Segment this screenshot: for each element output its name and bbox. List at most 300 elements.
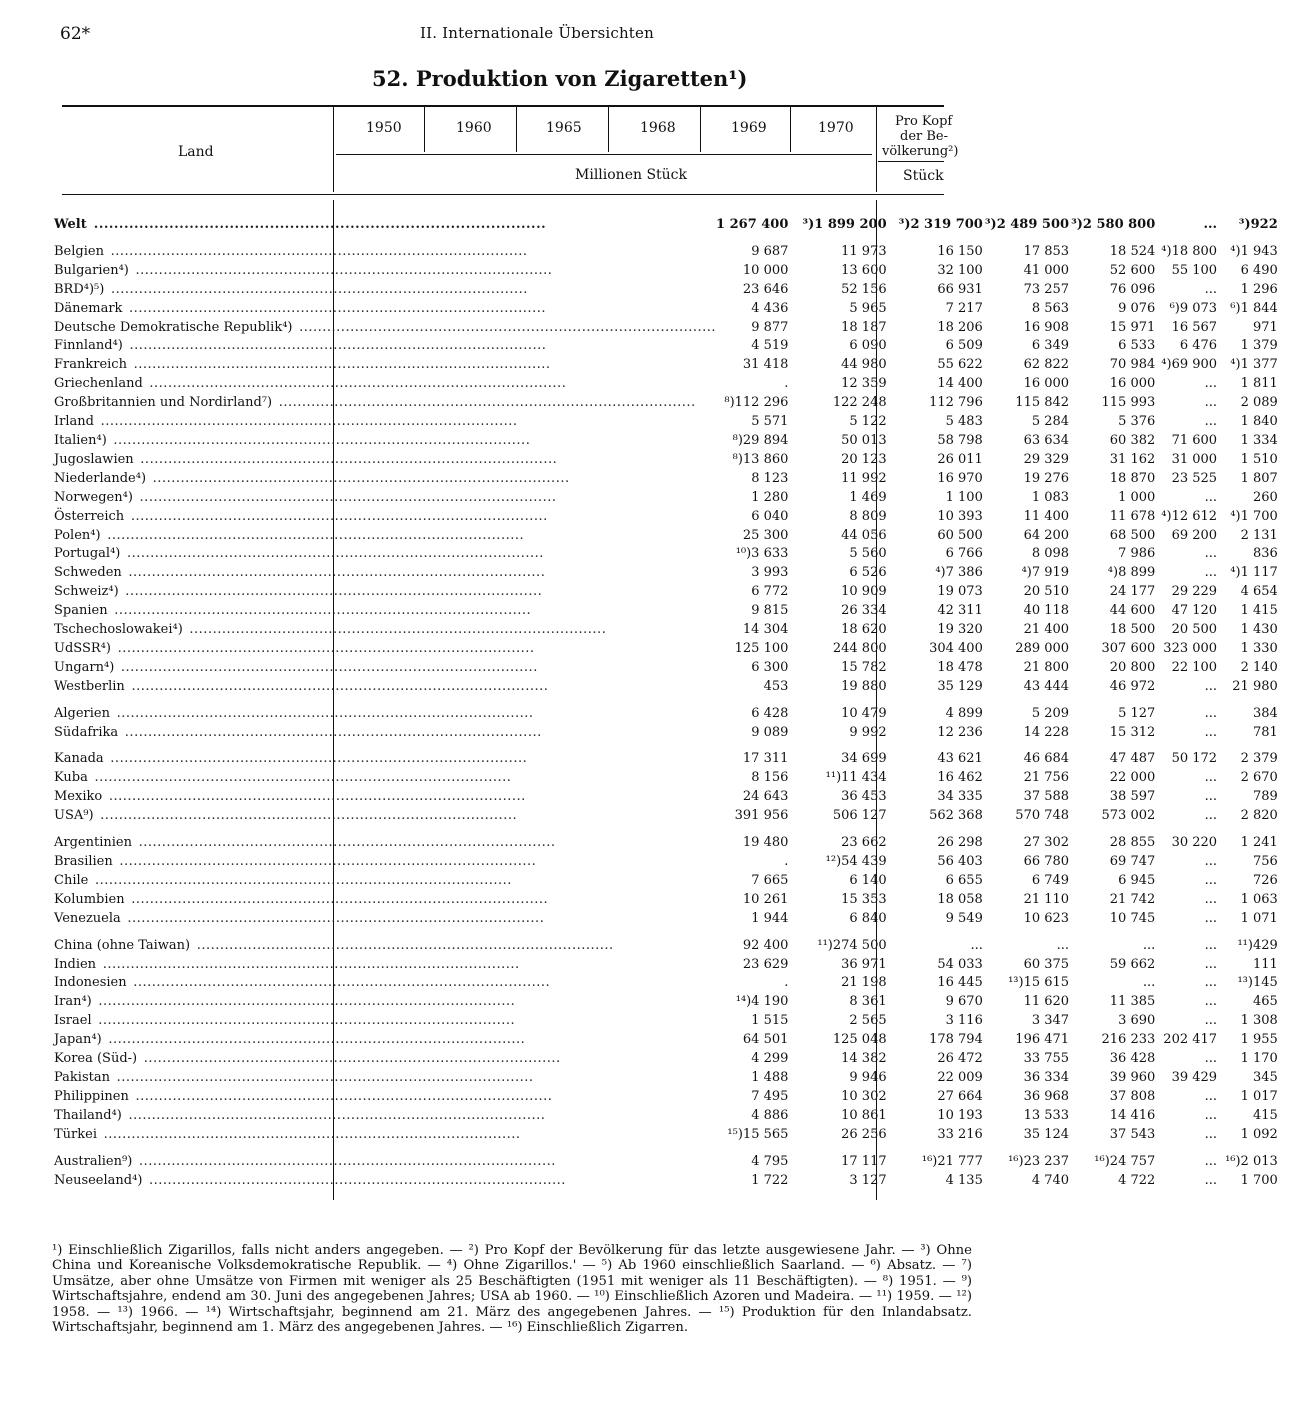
value-cell: 1 017	[1240, 1088, 1278, 1104]
value-cell: 11 992	[841, 470, 887, 486]
country-cell	[54, 508, 716, 527]
value-cell: 6 840	[849, 910, 887, 926]
value-cell: 202 417	[1163, 1032, 1218, 1048]
value-cell: 35 124	[1023, 1126, 1070, 1142]
value-cell: ...	[1204, 1088, 1218, 1104]
value-cell: ⁴)1 377	[1230, 357, 1278, 373]
leader-dots: ..........................................................................................	[102, 527, 525, 543]
value-cell: 11 678	[1109, 508, 1156, 524]
value-cell: ⁴)8 899	[1107, 565, 1156, 581]
value-cell: ...	[1204, 891, 1218, 907]
value-cell: 21 110	[1023, 891, 1070, 907]
country-name: Kolumbien	[54, 891, 125, 907]
value-cell: ¹⁶)24 757	[1094, 1153, 1156, 1169]
value-cell: 2 379	[1240, 751, 1278, 767]
value-cell: 307 600	[1101, 640, 1156, 656]
value-cell: 31 162	[1109, 451, 1156, 467]
value-cell: 59 662	[1109, 956, 1156, 972]
table-row	[54, 432, 1290, 451]
value-cell: 26 011	[937, 451, 983, 467]
country-cell	[54, 470, 716, 489]
value-cell: 781	[1252, 724, 1278, 740]
leader-dots: ..........................................................................................	[124, 300, 546, 316]
value-cell: 6 945	[1118, 872, 1156, 888]
value-cell: 1 000	[1118, 489, 1156, 505]
country-cell	[54, 300, 716, 319]
country-name: BRD⁴)⁵)	[54, 281, 105, 297]
value-cell: ³)2 489 500	[984, 217, 1070, 232]
country-cell	[54, 602, 716, 621]
table-row	[54, 527, 1290, 546]
value-cell: 345	[1252, 1069, 1278, 1085]
country-cell	[54, 451, 716, 470]
value-cell: 6 490	[1240, 262, 1278, 278]
table-row	[54, 1088, 1290, 1107]
country-name: Japan⁴)	[54, 1032, 102, 1048]
leader-dots: ..........................................................................................	[144, 376, 567, 392]
value-cell: 115 993	[1101, 395, 1156, 411]
country-name: Bulgarien⁴)	[54, 262, 129, 278]
value-cell: 6 655	[945, 872, 983, 888]
table-row	[54, 451, 1290, 470]
leader-dots: ..........................................................................................	[95, 808, 518, 824]
table-row	[54, 891, 1290, 910]
value-cell: 260	[1252, 489, 1278, 505]
value-cell: 8 361	[849, 994, 887, 1010]
leader-dots: ..........................................................................................	[126, 508, 548, 524]
value-cell: ...	[1204, 975, 1218, 991]
value-cell: 1 100	[945, 489, 983, 505]
value-cell: 6 349	[1031, 338, 1070, 354]
country-cell	[54, 413, 716, 432]
header-bottom-rule	[62, 194, 944, 195]
running-title: II. Internationale Übersichten	[420, 24, 654, 42]
value-cell: 1 722	[751, 1172, 789, 1188]
table-row	[54, 602, 1290, 621]
table-row	[54, 564, 1290, 583]
value-cell: ⁴)7 386	[935, 565, 983, 581]
value-cell: 1 700	[1240, 1172, 1278, 1188]
value-cell: 11 973	[841, 243, 887, 259]
country-cell	[54, 640, 716, 659]
value-cell: 33 755	[1023, 1051, 1070, 1067]
leader-dots: ..........................................................................................	[128, 357, 551, 373]
value-cell: 26 334	[841, 603, 887, 619]
value-cell: 18 187	[841, 319, 887, 335]
table-row	[54, 489, 1290, 508]
value-cell: 112 796	[929, 395, 983, 411]
value-cell: 23 525	[1171, 470, 1218, 486]
value-cell: 9 946	[849, 1069, 887, 1085]
group-gap	[54, 929, 1290, 937]
value-cell: 18 206	[937, 319, 983, 335]
value-cell: 29 329	[1023, 451, 1070, 467]
value-cell: ⁴)7 919	[1021, 565, 1070, 581]
country-name: Argentinien	[54, 835, 132, 851]
value-cell: 64 200	[1023, 527, 1070, 543]
leader-dots: ..........................................................................................	[192, 937, 614, 953]
header-divider	[333, 106, 334, 192]
table-row	[54, 807, 1290, 826]
value-cell: 10 623	[1023, 910, 1070, 926]
country-cell	[54, 678, 716, 697]
value-cell: 33 216	[937, 1126, 983, 1142]
value-cell: ³)1 899 200	[802, 217, 887, 232]
value-cell: ³)922	[1238, 217, 1278, 232]
table-row	[54, 1031, 1290, 1050]
value-cell: ...	[1204, 489, 1218, 505]
leader-dots: ..........................................................................................	[139, 1051, 561, 1067]
country-cell	[54, 1050, 716, 1069]
value-cell: 21 400	[1023, 622, 1070, 638]
leader-dots: ..........................................................................................	[124, 338, 547, 354]
country-name: Österreich	[54, 508, 125, 524]
leader-dots: ..........................................................................................	[294, 319, 717, 335]
value-cell: 35 129	[937, 678, 983, 694]
table-row	[54, 281, 1290, 300]
value-cell: 2 089	[1240, 395, 1278, 411]
country-cell	[54, 564, 716, 583]
value-cell: 216 233	[1101, 1032, 1156, 1048]
country-name: Irland	[54, 414, 94, 430]
country-name: Korea (Süd-)	[54, 1051, 138, 1067]
value-cell: 32 100	[937, 262, 983, 278]
country-name: Australien⁹)	[54, 1153, 133, 1169]
value-cell: 16 445	[937, 975, 983, 991]
value-cell: 7 495	[751, 1088, 789, 1104]
table-body	[54, 216, 1290, 1190]
leader-dots: ..........................................................................................	[123, 1107, 546, 1123]
country-cell	[54, 1088, 716, 1107]
value-cell: 44 600	[1109, 603, 1156, 619]
country-cell	[54, 356, 716, 375]
col-header-per-capita: der Be-	[900, 129, 949, 144]
leader-dots: ..........................................................................................	[135, 451, 558, 467]
table-row	[54, 678, 1290, 697]
value-cell: 66 931	[937, 281, 983, 297]
leader-dots: ..........................................................................................	[122, 910, 545, 926]
value-cell: 1 330	[1240, 640, 1278, 656]
value-cell: 13 600	[841, 262, 887, 278]
leader-dots: ..........................................................................................	[148, 470, 570, 486]
leader-dots: ..........................................................................................	[98, 956, 520, 972]
value-cell: 7 986	[1118, 546, 1156, 562]
value-cell: 22 009	[937, 1069, 983, 1085]
country-cell	[54, 394, 716, 413]
value-cell: 7 217	[945, 300, 983, 316]
value-cell: 21 756	[1023, 770, 1070, 786]
leader-dots: ..........................................................................................	[95, 414, 518, 430]
value-cell: 52 600	[1109, 262, 1156, 278]
value-cell: 8 123	[751, 470, 789, 486]
value-cell: 12 236	[937, 724, 983, 740]
country-name: Italien⁴)	[54, 432, 107, 448]
table-row	[54, 956, 1290, 975]
country-cell	[54, 956, 716, 975]
country-name: Schweiz⁴)	[54, 584, 119, 600]
value-cell: 196 471	[1015, 1032, 1070, 1048]
country-name: Pakistan	[54, 1069, 110, 1085]
value-cell: 47 487	[1109, 751, 1156, 767]
value-cell: 42 311	[937, 603, 983, 619]
value-cell: 726	[1252, 872, 1278, 888]
value-cell: 3 116	[945, 1013, 983, 1029]
value-cell: ⁴)12 612	[1161, 508, 1218, 524]
value-cell: 15 312	[1109, 724, 1156, 740]
value-cell: ...	[1204, 414, 1218, 430]
value-cell: 10 393	[937, 508, 983, 524]
value-cell: 37 808	[1109, 1088, 1156, 1104]
value-cell: ⁴)69 900	[1161, 357, 1218, 373]
value-cell: 570 748	[1015, 808, 1070, 824]
country-cell	[54, 1153, 716, 1172]
country-name: Griechenland	[54, 376, 143, 392]
col-header-per-capita: Pro Kopf	[895, 114, 953, 129]
country-name: Frankreich	[54, 357, 127, 373]
table-row	[54, 243, 1290, 262]
value-cell: 46 972	[1109, 678, 1156, 694]
value-cell: 5 127	[1118, 705, 1156, 721]
value-cell: 18 478	[937, 659, 983, 675]
value-cell: 16 000	[1109, 376, 1156, 392]
value-cell: 23 629	[742, 956, 789, 972]
value-cell: 1 379	[1240, 338, 1278, 354]
value-cell: ...	[1204, 1153, 1218, 1169]
unit-label: Millionen Stück	[575, 167, 687, 183]
table-row	[54, 319, 1290, 338]
value-cell: 24 643	[742, 789, 789, 805]
value-cell: 9 089	[751, 724, 789, 740]
value-cell: ...	[1203, 217, 1218, 232]
value-cell: 304 400	[929, 640, 983, 656]
value-cell: 15 971	[1109, 319, 1156, 335]
value-cell: 63 634	[1023, 432, 1070, 448]
country-cell	[54, 545, 716, 564]
value-cell: ¹¹)429	[1237, 937, 1278, 953]
leader-dots: ..........................................................................................	[93, 994, 516, 1010]
value-cell: 1 063	[1240, 891, 1278, 907]
value-cell: 3 690	[1118, 1013, 1156, 1029]
value-cell: 19 480	[742, 835, 789, 851]
value-cell: 506 127	[832, 808, 887, 824]
leader-dots: ..........................................................................................	[144, 1172, 566, 1188]
value-cell: 37 543	[1109, 1126, 1156, 1142]
leader-dots: ..........................................................................................	[128, 975, 551, 991]
value-cell: 55 622	[937, 357, 983, 373]
gap-cell	[54, 1145, 1290, 1153]
value-cell: ⁶)1 844	[1230, 300, 1278, 316]
country-name: Großbritannien und Nordirland⁷)	[54, 395, 273, 411]
value-cell: 18 620	[841, 622, 887, 638]
country-cell	[54, 788, 716, 807]
value-cell: ¹⁴)4 190	[735, 994, 789, 1010]
value-cell: 4 740	[1031, 1172, 1070, 1188]
country-name: Algerien	[54, 705, 110, 721]
col-header-year: 1960	[456, 120, 492, 136]
value-cell: 3 993	[751, 565, 789, 581]
value-cell: 5 965	[849, 300, 887, 316]
value-cell: 14 304	[742, 622, 789, 638]
value-cell: ¹⁶)23 237	[1008, 1153, 1070, 1169]
value-cell: ⁴)1 943	[1230, 243, 1278, 259]
value-cell: ...	[1204, 705, 1218, 721]
value-cell: 122 248	[832, 395, 887, 411]
leader-dots: ..........................................................................................	[90, 872, 512, 888]
country-name: Chile	[54, 872, 89, 888]
value-cell: 1 267 400	[716, 217, 789, 232]
value-cell: 14 382	[841, 1051, 887, 1067]
value-cell: 4 795	[751, 1153, 789, 1169]
value-cell: 6 300	[751, 659, 789, 675]
value-cell: 41 000	[1023, 262, 1070, 278]
country-name: Norwegen⁴)	[54, 489, 133, 505]
country-cell	[54, 216, 716, 235]
group-gap	[54, 742, 1290, 750]
value-cell: 19 073	[937, 584, 983, 600]
gap-cell	[54, 826, 1290, 834]
country-name: Indien	[54, 956, 97, 972]
country-name: China (ohne Taiwan)	[54, 937, 191, 953]
value-cell: ...	[1142, 975, 1156, 991]
table-row	[54, 262, 1290, 281]
value-cell: 36 428	[1109, 1051, 1156, 1067]
table-row	[54, 394, 1290, 413]
country-name: Neuseeland⁴)	[54, 1172, 143, 1188]
country-name: Spanien	[54, 603, 108, 619]
value-cell: 16 462	[937, 770, 983, 786]
country-cell	[54, 724, 716, 743]
value-cell: ¹³)145	[1237, 975, 1278, 991]
header-divider	[608, 106, 609, 152]
country-cell	[54, 337, 716, 356]
value-cell: 465	[1252, 994, 1278, 1010]
value-cell: ¹⁵)15 565	[727, 1126, 789, 1142]
value-cell: ⁶)9 073	[1169, 300, 1218, 316]
value-cell: 2 140	[1240, 659, 1278, 675]
value-cell: 4 519	[751, 338, 789, 354]
country-name: Tschechoslowakei⁴)	[54, 622, 183, 638]
value-cell: ...	[1204, 1051, 1218, 1067]
per-capita-unit: Stück	[903, 168, 944, 184]
value-cell: 1 241	[1240, 835, 1278, 851]
value-cell: 20 800	[1109, 659, 1156, 675]
value-cell: 69 200	[1171, 527, 1218, 543]
col-header-land: Land	[178, 144, 214, 160]
country-cell	[54, 937, 716, 956]
leader-dots: ..........................................................................................	[114, 854, 537, 869]
header-divider	[516, 106, 517, 152]
value-cell: 10 193	[937, 1107, 983, 1123]
header-divider	[424, 106, 425, 152]
table-row	[54, 834, 1290, 853]
country-name: Thailand⁴)	[54, 1107, 122, 1123]
value-cell: 3 347	[1031, 1013, 1070, 1029]
footnotes: ¹) Einschließlich Zigarillos, falls nicht anders angegeben. — ²) Pro Kopf der Bevölkerung für das letzte ausgewiesene Jahr. — ³) Ohne China und Koreanische Volksdemokratische Republik. — ⁴) Ohne Zigarillos.' — ⁵) Ab 1960 einschließlich Saarland. — ⁶) Absatz. — ⁷) Umsätze, aber ohne Umsätze von Firmen mit weniger als 25 Beschäftigten (1951 mit weniger als 11 Beschäftigten). — ⁸) 1951. — ⁹) Wirtschaftsjahre, endend am 30. Juni des angegebenen Jahres; USA ab 1960. — ¹⁰) Einschließlich Azoren und Madeira. — ¹¹) 1959. — ¹²) 1958. — ¹³) 1966. — ¹⁴) Wirtschaftsjahr, beginnend am 21. März des angegebenen Jahres. — ¹⁵) Produktion für den Inlandabsatz. Wirtschaftsjahr, beginnend am 1. März des angegebenen Jahres. — ¹⁶) Einschließlich Zigarren.	[52, 1243, 972, 1336]
value-cell: 6 140	[849, 872, 887, 888]
header-top-rule	[62, 105, 944, 107]
value-cell: 70 984	[1109, 357, 1156, 373]
value-cell: 7 665	[751, 872, 789, 888]
value-cell: 6 772	[751, 584, 789, 600]
value-cell: ⁸)29 894	[732, 432, 789, 448]
value-cell: ⁴)1 700	[1230, 508, 1278, 524]
country-name: Schweden	[54, 565, 122, 581]
value-cell: 66 780	[1023, 854, 1070, 869]
value-cell: 26 256	[841, 1126, 887, 1142]
value-cell: 46 684	[1023, 751, 1070, 767]
value-cell: ...	[1204, 1107, 1218, 1123]
value-cell: 836	[1252, 546, 1278, 562]
country-cell	[54, 375, 716, 394]
value-cell: 22 100	[1171, 659, 1218, 675]
value-cell: 11 385	[1109, 994, 1156, 1010]
value-cell: 323 000	[1163, 640, 1218, 656]
table-row	[54, 508, 1290, 527]
table-row	[54, 1012, 1290, 1031]
group-gap	[54, 1145, 1290, 1153]
value-cell: ¹¹)274 500	[817, 937, 887, 953]
value-cell: 60 375	[1023, 956, 1070, 972]
value-cell: ...	[1056, 937, 1070, 953]
value-cell: 10 745	[1109, 910, 1156, 926]
country-cell	[54, 1031, 716, 1050]
country-name: Westberlin	[54, 678, 125, 694]
value-cell: 1 469	[849, 489, 887, 505]
value-cell: ...	[1204, 994, 1218, 1010]
country-name: Dänemark	[54, 300, 123, 316]
table-row	[54, 993, 1290, 1012]
value-cell: 5 571	[751, 414, 789, 430]
country-cell	[54, 1069, 716, 1088]
value-cell: 1 944	[751, 910, 789, 926]
header-divider	[700, 106, 701, 152]
value-cell: 24 177	[1109, 584, 1156, 600]
value-cell: 971	[1252, 319, 1278, 335]
value-cell: 5 122	[849, 414, 887, 430]
table-row	[54, 413, 1290, 432]
leader-dots: ..........................................................................................	[126, 678, 549, 694]
value-cell: 15 353	[841, 891, 887, 907]
value-cell: 2 131	[1240, 527, 1278, 543]
value-cell: 17 117	[841, 1153, 887, 1169]
value-cell: 38 597	[1109, 789, 1156, 805]
value-cell: 14 416	[1109, 1107, 1156, 1123]
leader-dots: ..........................................................................................	[112, 705, 534, 721]
value-cell: 44 980	[841, 357, 887, 373]
country-cell	[54, 432, 716, 451]
value-cell: ⁸)13 860	[732, 451, 789, 467]
value-cell: 26 472	[937, 1051, 983, 1067]
country-cell	[54, 807, 716, 826]
value-cell: 8 156	[751, 770, 789, 786]
value-cell: 73 257	[1023, 281, 1070, 297]
value-cell: 4 722	[1118, 1172, 1156, 1188]
value-cell: ...	[1204, 872, 1218, 888]
value-cell: 384	[1252, 705, 1278, 721]
value-cell: 69 747	[1109, 854, 1156, 869]
table-row	[54, 1050, 1290, 1069]
country-name: Kuba	[54, 770, 88, 786]
value-cell: 19 880	[841, 678, 887, 694]
value-cell: 16 567	[1171, 319, 1218, 335]
value-cell: .	[784, 854, 789, 869]
value-cell: 8 098	[1031, 546, 1070, 562]
value-cell: 5 483	[945, 414, 983, 430]
value-cell: 2 565	[849, 1013, 887, 1029]
value-cell: ...	[1204, 565, 1218, 581]
value-cell: 12 359	[841, 376, 887, 392]
table-row	[54, 1126, 1290, 1145]
